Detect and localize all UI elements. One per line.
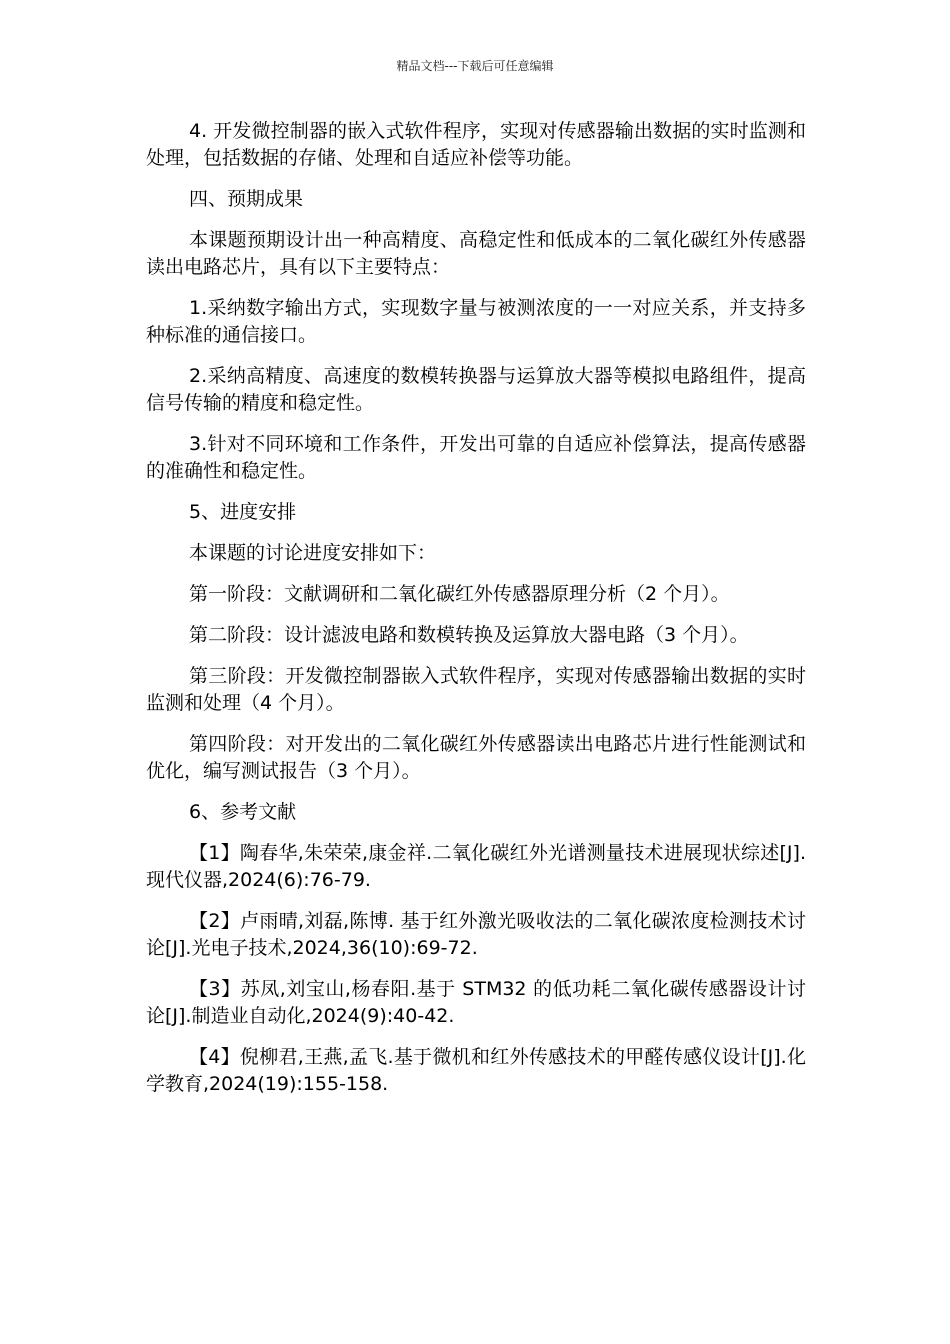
page-header: 精品文档---下载后可任意编辑 bbox=[396, 59, 554, 73]
document-body bbox=[146, 118, 806, 1112]
reference-item-2: 【2】卢雨晴,刘磊,陈博. 基于红外激光吸收法的二氧化碳浓度检测技术讨论[J].光电子技术,2024,36(10):69-72. bbox=[146, 910, 806, 959]
paragraph-stage-1: 第一阶段：文献调研和二氧化碳红外传感器原理分析（2 个月）。 bbox=[189, 583, 730, 605]
section-heading-references: 6、参考文献 bbox=[189, 801, 297, 823]
paragraph-schedule-intro: 本课题的讨论进度安排如下： bbox=[189, 542, 437, 564]
paragraph-stage-2: 第二阶段：设计滤波电路和数模转换及运算放大器电路（3 个月）。 bbox=[189, 624, 749, 646]
paragraph-stage-3: 第三阶段：开发微控制器嵌入式软件程序，实现对传感器输出数据的实时监测和处理（4 个月）。 bbox=[146, 665, 806, 714]
reference-item-3: 【3】苏凤,刘宝山,杨春阳.基于 STM32 的低功耗二氧化碳传感器设计讨论[J].制造业自动化,2024(9):40-42. bbox=[146, 978, 806, 1027]
paragraph-stage-4: 第四阶段：对开发出的二氧化碳红外传感器读出电路芯片进行性能测试和优化，编写测试报告（3 个月）。 bbox=[146, 733, 806, 782]
section-heading-expected-results: 四、预期成果 bbox=[189, 188, 304, 210]
paragraph-goal-4: 4. 开发微控制器的嵌入式软件程序，实现对传感器输出数据的实时监测和处理，包括数据的存储、处理和自适应补偿等功能。 bbox=[146, 120, 806, 169]
paragraph-feature-2: 2.采纳高精度、高速度的数模转换器与运算放大器等模拟电路组件，提高信号传输的精度和稳定性。 bbox=[146, 365, 806, 414]
paragraph-feature-1: 1.采纳数字输出方式，实现数字量与被测浓度的一一对应关系，并支持多种标准的通信接口。 bbox=[146, 297, 806, 346]
reference-item-1: 【1】陶春华,朱荣荣,康金祥.二氧化碳红外光谱测量技术进展现状综述[J].现代仪器,2024(6):76-79. bbox=[146, 842, 806, 891]
paragraph-results-intro: 本课题预期设计出一种高精度、高稳定性和低成本的二氧化碳红外传感器读出电路芯片，具有以下主要特点： bbox=[146, 229, 806, 278]
section-heading-schedule: 5、进度安排 bbox=[189, 501, 297, 523]
paragraph-feature-3: 3.针对不同环境和工作条件，开发出可靠的自适应补偿算法，提高传感器的准确性和稳定性。 bbox=[146, 433, 806, 482]
reference-item-4: 【4】倪柳君,王燕,孟飞.基于微机和红外传感技术的甲醛传感仪设计[J].化学教育,2024(19):155-158. bbox=[146, 1046, 806, 1095]
